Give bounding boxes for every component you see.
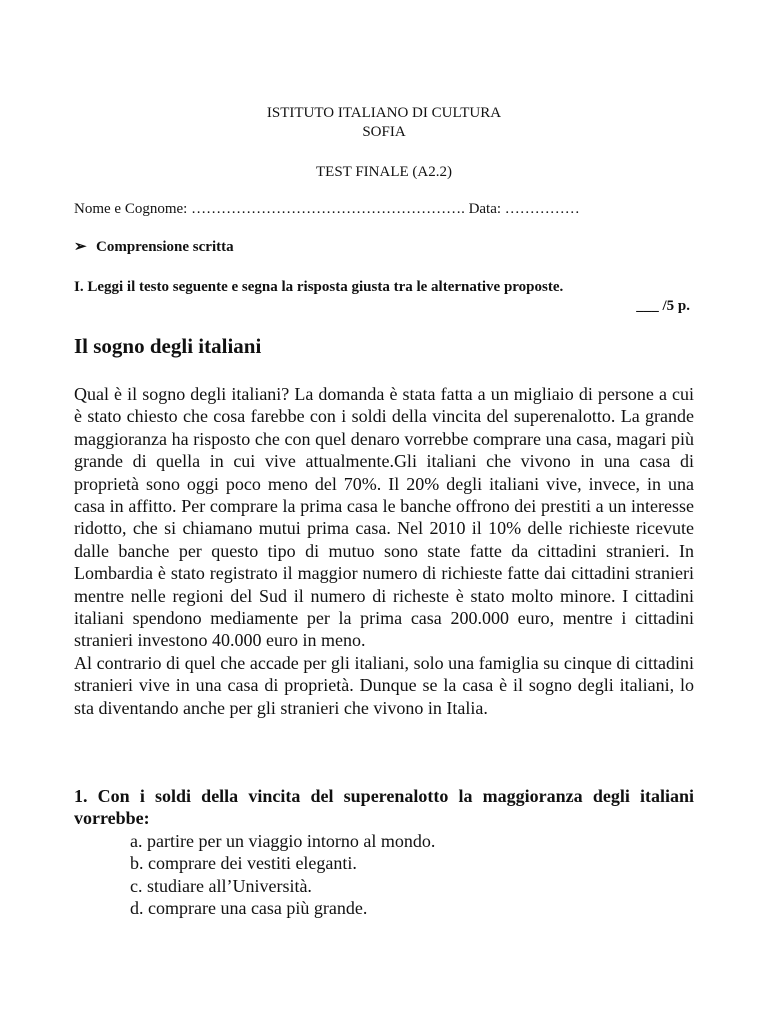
article-title: Il sogno degli italiani <box>74 334 262 358</box>
answer-option-d[interactable]: d. comprare una casa più grande. <box>130 898 368 919</box>
institute-name: ISTITUTO ITALIANO DI CULTURA <box>266 105 502 121</box>
exercise-instruction: I. Leggi il testo seguente e segna la risposta giusta tra le alternative proposte. <box>74 279 564 295</box>
section-heading <box>74 238 234 256</box>
question-text: 1. Con i soldi della vincita del superenalotto la maggioranza degli italiani vorrebbe: <box>74 786 694 829</box>
article-paragraph: Qual è il sogno degli italiani? La domanda è stata fatta a un migliaio di persone a cui è stato chiesto che cosa farebbe con i soldi della vincita del superenalotto. La grande maggioranza ha risposto che con quel denaro vorrebbe comprare una casa, magari più grande di quella in cui vive attualmente.Gli italiani che vivono in una casa di proprietà sono oggi poco meno del 70%. Il 20% degli italiani vive, invece, in una casa in affitto. Per comprare la prima casa le banche offrono dei prestiti a un interesse ridotto, che si chiamano mutui prima casa. Nel 2010 il 10% delle richieste ricevute dalle banche per questo tipo di mutuo sono state fatte da cittadini stranieri. In Lombardia è stato registrato il maggior numero di richieste fatte dai cittadini stranieri mentre nelle regioni del Sud il numero di richeste è stato molto minore. I cittadini italiani spendono mediamente per la prima casa 200.000 euro, mentre i cittadini stranieri investono 40.000 euro in meno. <box>74 384 694 651</box>
test-title: TEST FINALE (A2.2) <box>316 164 452 180</box>
article-body <box>74 383 694 719</box>
answer-option-c[interactable]: c. studiare all’Università. <box>130 875 312 896</box>
answer-options <box>74 830 694 920</box>
name-date-line: Nome e Cognome: ………………………………………………. Data: …………… <box>74 201 580 217</box>
answer-option-b[interactable]: b. comprare dei vestiti eleganti. <box>130 853 357 874</box>
exercise-score: ___ /5 p. <box>636 298 690 314</box>
article-paragraph: Al contrario di quel che accade per gli italiani, solo una famiglia su cinque di cittadini stranieri vive in una casa di proprietà. Dunque se la casa è il sogno degli italiani, lo sta diventando anche per gli stranieri che vivono in Italia. <box>74 652 694 718</box>
section-title: Comprensione scritta <box>96 239 234 255</box>
question-1 <box>74 785 694 919</box>
arrow-bullet-icon: ➢ <box>74 239 87 255</box>
answer-option-a[interactable]: a. partire per un viaggio intorno al mondo. <box>130 830 436 851</box>
institute-city: SOFIA <box>362 124 406 140</box>
